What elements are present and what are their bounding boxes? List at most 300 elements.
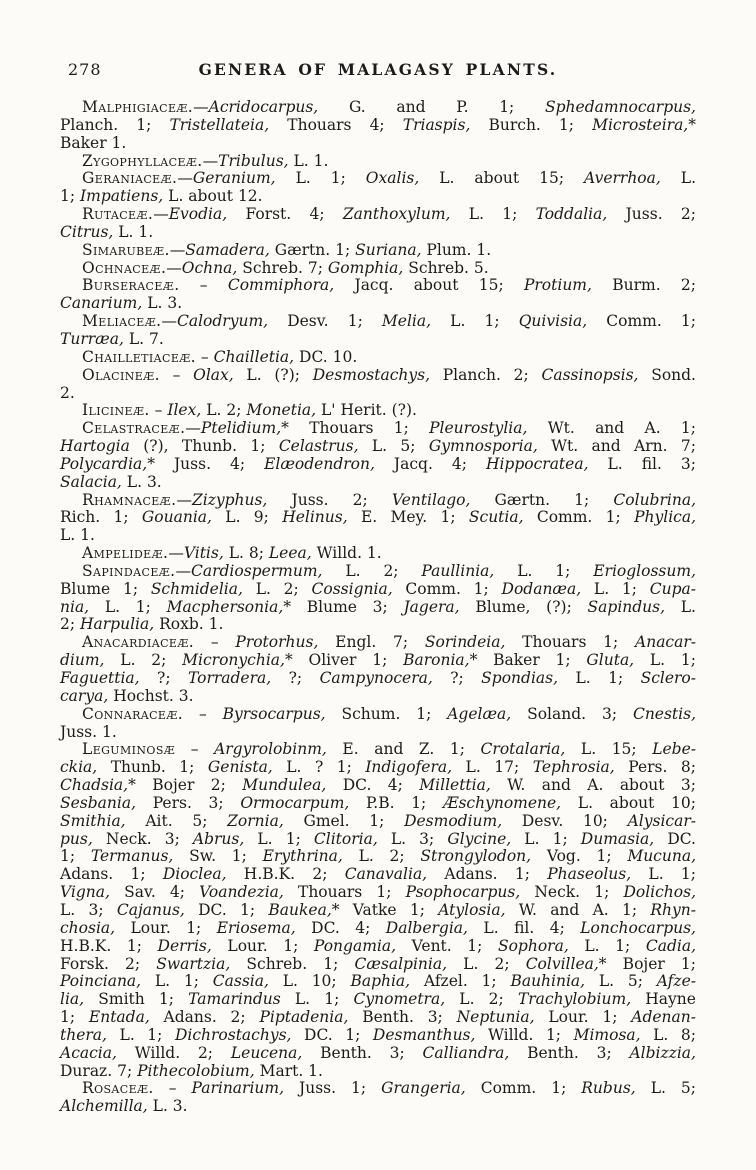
genus-name: Albizzia, — [629, 1043, 696, 1062]
entry-text: Sond. — [638, 365, 696, 384]
genus-name: Quivisia, — [518, 312, 588, 331]
genus-name: Melia, — [381, 312, 432, 331]
entry-text: L. 1; — [89, 597, 167, 616]
entry-text: Hayne — [631, 990, 696, 1009]
text-line — [60, 224, 696, 242]
entry-text: Benth. 3; — [302, 1043, 423, 1062]
text-line — [60, 331, 696, 349]
entry-text: L. 1; — [280, 990, 354, 1009]
entry-text: L. 2; — [342, 847, 421, 866]
genus-name: Harpulia, — [80, 615, 155, 634]
entry-text: L' Herit. (?). — [316, 401, 417, 420]
genus-name: Genista, — [207, 758, 273, 777]
text-line — [60, 956, 696, 974]
entry-text: Willd. 1. — [311, 544, 382, 563]
entry-text: Ait. 5; — [125, 811, 228, 830]
entry-text: L. 1; — [511, 829, 581, 848]
entry-text: Desv. 1; — [268, 312, 382, 331]
entry-text: Comm. 1; — [465, 1079, 582, 1098]
entry-text: E. Mey. 1; — [347, 508, 469, 527]
genus-name: Vitis, — [183, 544, 224, 563]
genus-name: Strongylodon, — [420, 847, 532, 866]
entry-text: Forsk. 2; — [60, 954, 157, 973]
genus-name: Salacia, — [60, 472, 122, 491]
entry-text: H.B.K. 2; — [226, 865, 345, 884]
genus-name: Phaseolus, — [547, 865, 632, 884]
entry-text: — — [168, 544, 184, 563]
entry-text: Lour. 1; — [534, 1008, 632, 1027]
entry-text: L. 5; — [358, 437, 429, 456]
entry-text: – — [196, 347, 214, 366]
genus-name: Zanthoxylum, — [342, 205, 451, 224]
entry-text: Burch. 1; — [470, 115, 593, 134]
family-name: Zygophyllaceæ. — [82, 151, 203, 170]
entry-text: L. 3. — [147, 1097, 188, 1116]
text-line — [60, 1098, 696, 1116]
genus-name: Triaspis, — [402, 115, 471, 134]
text-line — [60, 117, 696, 135]
family-name: Simarubeæ. — [82, 240, 170, 259]
entry-text: L. 2; — [445, 990, 518, 1009]
entry-text: L. 2; — [104, 651, 183, 670]
genus-name: Chailletia, — [213, 347, 295, 366]
genus-name: Argyrolobinm, — [214, 740, 327, 759]
text-line — [60, 438, 696, 456]
entry-text: L. 2; — [201, 401, 247, 420]
entry-text: ?; — [271, 669, 320, 687]
text-line — [60, 153, 696, 171]
entry-text: L. 3; — [60, 900, 117, 919]
entry-text: L. about 15; — [419, 169, 585, 188]
entry-text: — — [202, 151, 219, 170]
text-line — [60, 135, 696, 153]
family-name: Sapindaceæ. — [82, 561, 176, 580]
genus-name: Pongamia, — [313, 936, 397, 955]
genus-name: Samadera, — [185, 240, 270, 259]
text-line — [60, 938, 696, 956]
plant-family-entry — [60, 313, 696, 349]
entry-text: Gærtn. 1; — [470, 490, 614, 509]
genus-name: Gymnosporia, — [428, 437, 538, 456]
text-line — [60, 277, 696, 295]
genus-name: Chadsia,* — [60, 776, 136, 795]
entry-text: L. 3. — [142, 294, 183, 313]
genus-name: Poinciana, — [60, 972, 142, 991]
text-line — [60, 99, 696, 117]
genus-name: Atylosia, — [438, 900, 506, 919]
entry-text: – — [159, 365, 194, 384]
entry-text: DC. 1; — [291, 1025, 373, 1044]
text-line — [60, 367, 696, 385]
entry-text: L. 7. — [123, 329, 164, 348]
entry-text: L. 8; — [223, 544, 269, 563]
genus-name: Cæsalpinia, — [354, 954, 448, 973]
genus-name: Baronia,* — [403, 651, 478, 670]
genus-name: Swartzia, — [156, 954, 231, 973]
plant-family-entry — [60, 634, 696, 705]
genus-name: Cassinopsis, — [541, 365, 639, 384]
text-line — [60, 456, 696, 474]
entry-text: Engl. 7; — [318, 633, 425, 652]
family-name: Meliaceæ. — [82, 312, 162, 331]
text-line — [60, 581, 696, 599]
genus-name: Glycine, — [447, 829, 512, 848]
text-line — [60, 563, 696, 581]
genus-name: Canarium, — [60, 294, 143, 313]
genus-name: Faguettia, — [60, 669, 140, 687]
entry-text: Blume, (?); — [459, 597, 588, 616]
entry-text: Juss. 1. — [60, 722, 117, 741]
genus-name: Desmostachys, — [312, 365, 431, 384]
entry-text: – — [149, 401, 168, 420]
genus-name: Mundulea, — [242, 776, 327, 795]
genus-name: Averrhoa, — [584, 169, 661, 188]
entry-text: L. 1; — [244, 829, 314, 848]
genus-name: Piptadenia, — [259, 1008, 349, 1027]
genus-name: Derris, — [157, 936, 212, 955]
genus-name: Leucena, — [230, 1043, 303, 1062]
genus-name: Anacar- — [635, 633, 697, 652]
family-name: Ochnaceæ. — [82, 258, 167, 277]
entry-text: — — [153, 205, 169, 224]
genus-name: Rubus, — [581, 1079, 636, 1098]
text-line — [60, 902, 696, 920]
genus-name: Leea, — [268, 544, 312, 563]
text-line — [60, 509, 696, 527]
entry-text: L. about 10; — [561, 793, 696, 812]
genus-name: Jagera, — [403, 597, 460, 616]
text-line — [60, 170, 696, 188]
text-line — [60, 402, 696, 420]
genus-name: Alchemilla, — [60, 1097, 148, 1116]
text-line — [60, 813, 696, 831]
plant-family-entry — [60, 260, 696, 278]
entry-text: Planch. 1; — [60, 115, 170, 134]
entry-text: G. and P. 1; — [318, 98, 545, 116]
text-line — [60, 920, 696, 938]
entry-text: Lour. 1; — [115, 918, 217, 937]
text-line — [60, 1080, 696, 1098]
entry-text: Pers. 3; — [136, 793, 241, 812]
entry-text: E. and Z. 1; — [326, 740, 481, 759]
genus-name: Cadia, — [645, 936, 696, 955]
genus-name: Ormocarpum, — [240, 793, 350, 812]
genus-name: Cupa- — [649, 579, 697, 598]
entry-text: L. — [660, 169, 696, 188]
entry-text: L. 1; — [558, 669, 641, 687]
genus-name: Lebe- — [652, 740, 697, 759]
text-line — [60, 385, 696, 403]
genus-name: Gluta, — [586, 651, 635, 670]
entry-text: — — [175, 561, 191, 580]
genus-name: Zornia, — [227, 811, 284, 830]
family-name: Anacardiaceæ. — [82, 633, 195, 652]
entry-text: L. 1; — [431, 312, 519, 331]
entry-text: Blume 1; — [60, 579, 151, 598]
text-line — [60, 242, 696, 260]
genus-name: Sclero- — [640, 669, 697, 687]
genus-name: Voandezia, — [199, 883, 284, 902]
genus-name: Pleurostylia, — [429, 419, 528, 438]
entry-text: P.B. 1; — [349, 793, 443, 812]
genus-name: Campynocera, — [319, 669, 433, 687]
text-line — [60, 884, 696, 902]
entry-text: — — [177, 169, 193, 188]
entry-text: – — [179, 276, 228, 295]
entry-text: W. and A. 1; — [505, 900, 651, 919]
genus-name: Micronychia,* — [182, 651, 293, 670]
genus-name: Erioglossum, — [593, 561, 696, 580]
entry-text: Wt. and Arn. 7; — [537, 437, 696, 456]
text-line — [60, 1009, 696, 1027]
text-line — [60, 188, 696, 206]
genus-name: Sesbania, — [60, 793, 137, 812]
entry-text: L. 1; — [494, 561, 594, 580]
entry-text: – — [153, 1079, 192, 1098]
entry-text: Juss. 2; — [607, 205, 696, 224]
entry-text: Comm. 1; — [392, 579, 502, 598]
entry-text: Adans. 1; — [60, 865, 163, 884]
genus-name: Polycardia,* — [60, 454, 155, 473]
entry-text: L. 1; — [631, 865, 696, 884]
entry-text: Neck. 1; — [520, 883, 624, 902]
entry-text: Benth. 3; — [348, 1008, 457, 1027]
entry-text: — — [161, 312, 177, 331]
entry-text: L. 1; — [568, 936, 646, 955]
genus-name: Acacia, — [60, 1043, 117, 1062]
text-line — [60, 688, 696, 706]
text-line — [60, 616, 696, 634]
genus-name: Cardiospermum, — [190, 561, 323, 580]
text-line — [60, 670, 696, 688]
genus-name: Tribulus, — [218, 151, 289, 170]
genus-name: thera, — [60, 1025, 107, 1044]
entry-text: Neck. 3; — [92, 829, 193, 848]
text-line — [60, 1027, 696, 1045]
genus-name: Indigofera, — [365, 758, 453, 777]
entry-text: L. 9; — [211, 508, 283, 527]
genus-name: Turræa, — [60, 329, 124, 348]
family-name: Rutaceæ. — [82, 205, 154, 224]
genus-name: Zizyphus, — [191, 490, 268, 509]
genus-name: Eriosema, — [216, 918, 296, 937]
entry-text: Smith 1; — [84, 990, 189, 1009]
genus-name: Macphersonia,* — [166, 597, 292, 616]
plant-family-entry — [60, 153, 696, 171]
text-line — [60, 545, 696, 563]
genus-name: Dodanæa, — [501, 579, 582, 598]
entry-text: Comm. 1; — [587, 312, 697, 331]
genus-name: Grangeria, — [381, 1079, 466, 1098]
genus-name: Protorhus, — [235, 633, 319, 652]
genus-name: Calodryum, — [176, 312, 269, 331]
entry-text: L. 1; — [581, 579, 650, 598]
genus-name: Desmodium, — [404, 811, 503, 830]
entry-text: — — [193, 98, 209, 116]
genus-name: Gomphia, — [327, 258, 404, 277]
entry-text: — — [169, 240, 186, 259]
entry-text: Gmel. 1; — [283, 811, 405, 830]
entry-text: Burm. 2; — [591, 276, 696, 295]
text-line — [60, 634, 696, 652]
genus-name: chosia, — [60, 918, 116, 937]
genus-name: Sphedamnocarpus, — [545, 98, 696, 116]
plant-family-entry — [60, 402, 696, 420]
genus-name: Dumasia, — [580, 829, 655, 848]
entry-text: – — [175, 740, 215, 759]
entry-text: L. 2; — [242, 579, 312, 598]
genus-name: Paullinia, — [421, 561, 495, 580]
genus-name: carya, — [60, 686, 109, 705]
genus-name: Elæodendron, — [264, 454, 375, 473]
entry-text: Vog. 1; — [531, 847, 628, 866]
entry-text: Schreb. 1; — [230, 954, 355, 973]
genus-name: Citrus, — [60, 222, 114, 241]
entry-text: H.B.K. 1; — [60, 936, 158, 955]
entry-text: L. 3; — [377, 829, 448, 848]
entry-text: L. 17; — [452, 758, 533, 777]
entry-text: Schreb. 7; — [237, 258, 328, 277]
entry-text: — — [166, 258, 182, 277]
text-line — [60, 795, 696, 813]
family-name: Rhamnaceæ. — [82, 490, 177, 509]
genus-name: Parinarium, — [191, 1079, 285, 1098]
entry-text: Lour. 1; — [211, 936, 314, 955]
entry-text: Forst. 4; — [227, 205, 343, 224]
entry-text: — — [176, 490, 192, 509]
genus-name: Dichrostachys, — [174, 1025, 292, 1044]
entry-text: Blume 3; — [291, 597, 404, 616]
genus-name: Cnestis, — [632, 704, 696, 723]
text-line — [60, 599, 696, 617]
genus-name: Colubrina, — [613, 490, 696, 509]
entry-text: Sw. 1; — [173, 847, 263, 866]
entry-text: Comm. 1; — [523, 508, 635, 527]
genus-name: Mimosa, — [573, 1025, 641, 1044]
entry-text: L. 1. — [60, 526, 95, 545]
genus-name: Neptunia, — [456, 1008, 535, 1027]
entry-text: Baker 1; — [477, 651, 587, 670]
text-line — [60, 527, 696, 545]
entry-text: Soland. 3; — [511, 704, 633, 723]
genus-name: Tamarindus — [188, 990, 281, 1009]
genus-name: Lonchocarpus, — [580, 918, 696, 937]
entry-text: L. 2; — [447, 954, 526, 973]
family-name: Olacineæ. — [82, 365, 160, 384]
entry-text: L. 1. — [288, 151, 329, 170]
entry-text: L. 3. — [121, 472, 162, 491]
entry-text: Bojer 1; — [606, 954, 696, 973]
family-name: Geraniaceæ. — [82, 169, 178, 188]
genus-name: Ilex, — [167, 401, 202, 420]
entry-text: Adans. 1; — [427, 865, 548, 884]
entry-text: 1; — [60, 1008, 89, 1027]
genus-name: Microsteira,* — [592, 115, 696, 134]
text-line — [60, 652, 696, 670]
plant-family-entry — [60, 349, 696, 367]
entry-text: – — [183, 704, 223, 723]
entry-text: Plum. 1. — [421, 240, 492, 259]
family-name: Burseraceæ. — [82, 276, 180, 295]
genus-name: Æschynomene, — [442, 793, 562, 812]
genus-name: Cajanus, — [116, 900, 185, 919]
genus-name: Termanus, — [90, 847, 174, 866]
genus-name: Baukea,* — [268, 900, 340, 919]
genus-name: pus, — [60, 829, 93, 848]
entry-text: DC. 4; — [295, 918, 386, 937]
family-name: Ampelideæ. — [82, 544, 169, 563]
entry-text: L. (?); — [233, 365, 313, 384]
plant-family-entry — [60, 242, 696, 260]
text-line — [60, 759, 696, 777]
entry-text: Thunb. 1; — [97, 758, 208, 777]
genus-name: Toddalia, — [535, 205, 608, 224]
genus-name: Desmanthus, — [372, 1025, 476, 1044]
entry-text: Gærtn. 1; — [269, 240, 356, 259]
entry-text: L. 8; — [640, 1025, 696, 1044]
entry-text: Vent. 1; — [396, 936, 498, 955]
genus-name: Cassia, — [212, 972, 269, 991]
genus-name: Baphia, — [350, 972, 411, 991]
entry-text: Roxb. 1. — [154, 615, 224, 634]
text-line — [60, 295, 696, 313]
genus-name: Canavalia, — [344, 865, 428, 884]
entry-text: Sav. 4; — [109, 883, 200, 902]
genus-name: Spondias, — [481, 669, 559, 687]
genus-name: Torradera, — [187, 669, 272, 687]
genus-name: Oxalis, — [365, 169, 420, 188]
entry-text: L. 1; — [106, 1025, 175, 1044]
genus-name: Sorindeia, — [424, 633, 506, 652]
page-title: GENERA OF MALAGASY PLANTS. — [198, 60, 558, 79]
text-line — [60, 724, 696, 742]
text-line — [60, 492, 696, 510]
entry-text: L. fil. 4; — [467, 918, 581, 937]
plant-family-entry — [60, 545, 696, 563]
entry-text: Pers. 8; — [614, 758, 696, 777]
family-name: Ilicineæ. — [82, 401, 150, 420]
family-name: Connaraceæ. — [82, 704, 184, 723]
entry-text: L. 1; — [450, 205, 536, 224]
entry-text: (?), Thunb. 1; — [129, 437, 279, 456]
genus-name: Dalbergia, — [385, 918, 468, 937]
plant-family-entry — [60, 206, 696, 242]
entry-text: Schum. 1; — [325, 704, 448, 723]
genus-name: Hippocratea, — [485, 454, 589, 473]
entry-text: ?; — [139, 669, 188, 687]
genus-name: Scutia, — [468, 508, 524, 527]
genus-name: Pithecolobium, — [137, 1061, 255, 1080]
entry-text: Thouars 1; — [505, 633, 636, 652]
entry-text: 1; — [60, 187, 81, 206]
plant-family-entry — [60, 706, 696, 742]
entry-text: Hochst. 3. — [108, 686, 194, 705]
entry-text: L. 10; — [268, 972, 351, 991]
genus-name: Geranium, — [192, 169, 276, 188]
text-line — [60, 1063, 696, 1081]
family-name: Malphigiaceæ. — [82, 98, 194, 116]
text-line — [60, 973, 696, 991]
text-line — [60, 741, 696, 759]
entry-text: DC. 10. — [294, 347, 358, 366]
entry-text: Duraz. 7; — [60, 1061, 138, 1080]
genus-name: Erythrina, — [262, 847, 343, 866]
text-line — [60, 831, 696, 849]
entry-text: L. 5; — [635, 1079, 696, 1098]
entry-text: W. and A. about 3; — [490, 776, 697, 795]
entry-text: L. — [665, 597, 696, 616]
family-name: Chailletiaceæ. — [82, 347, 196, 366]
